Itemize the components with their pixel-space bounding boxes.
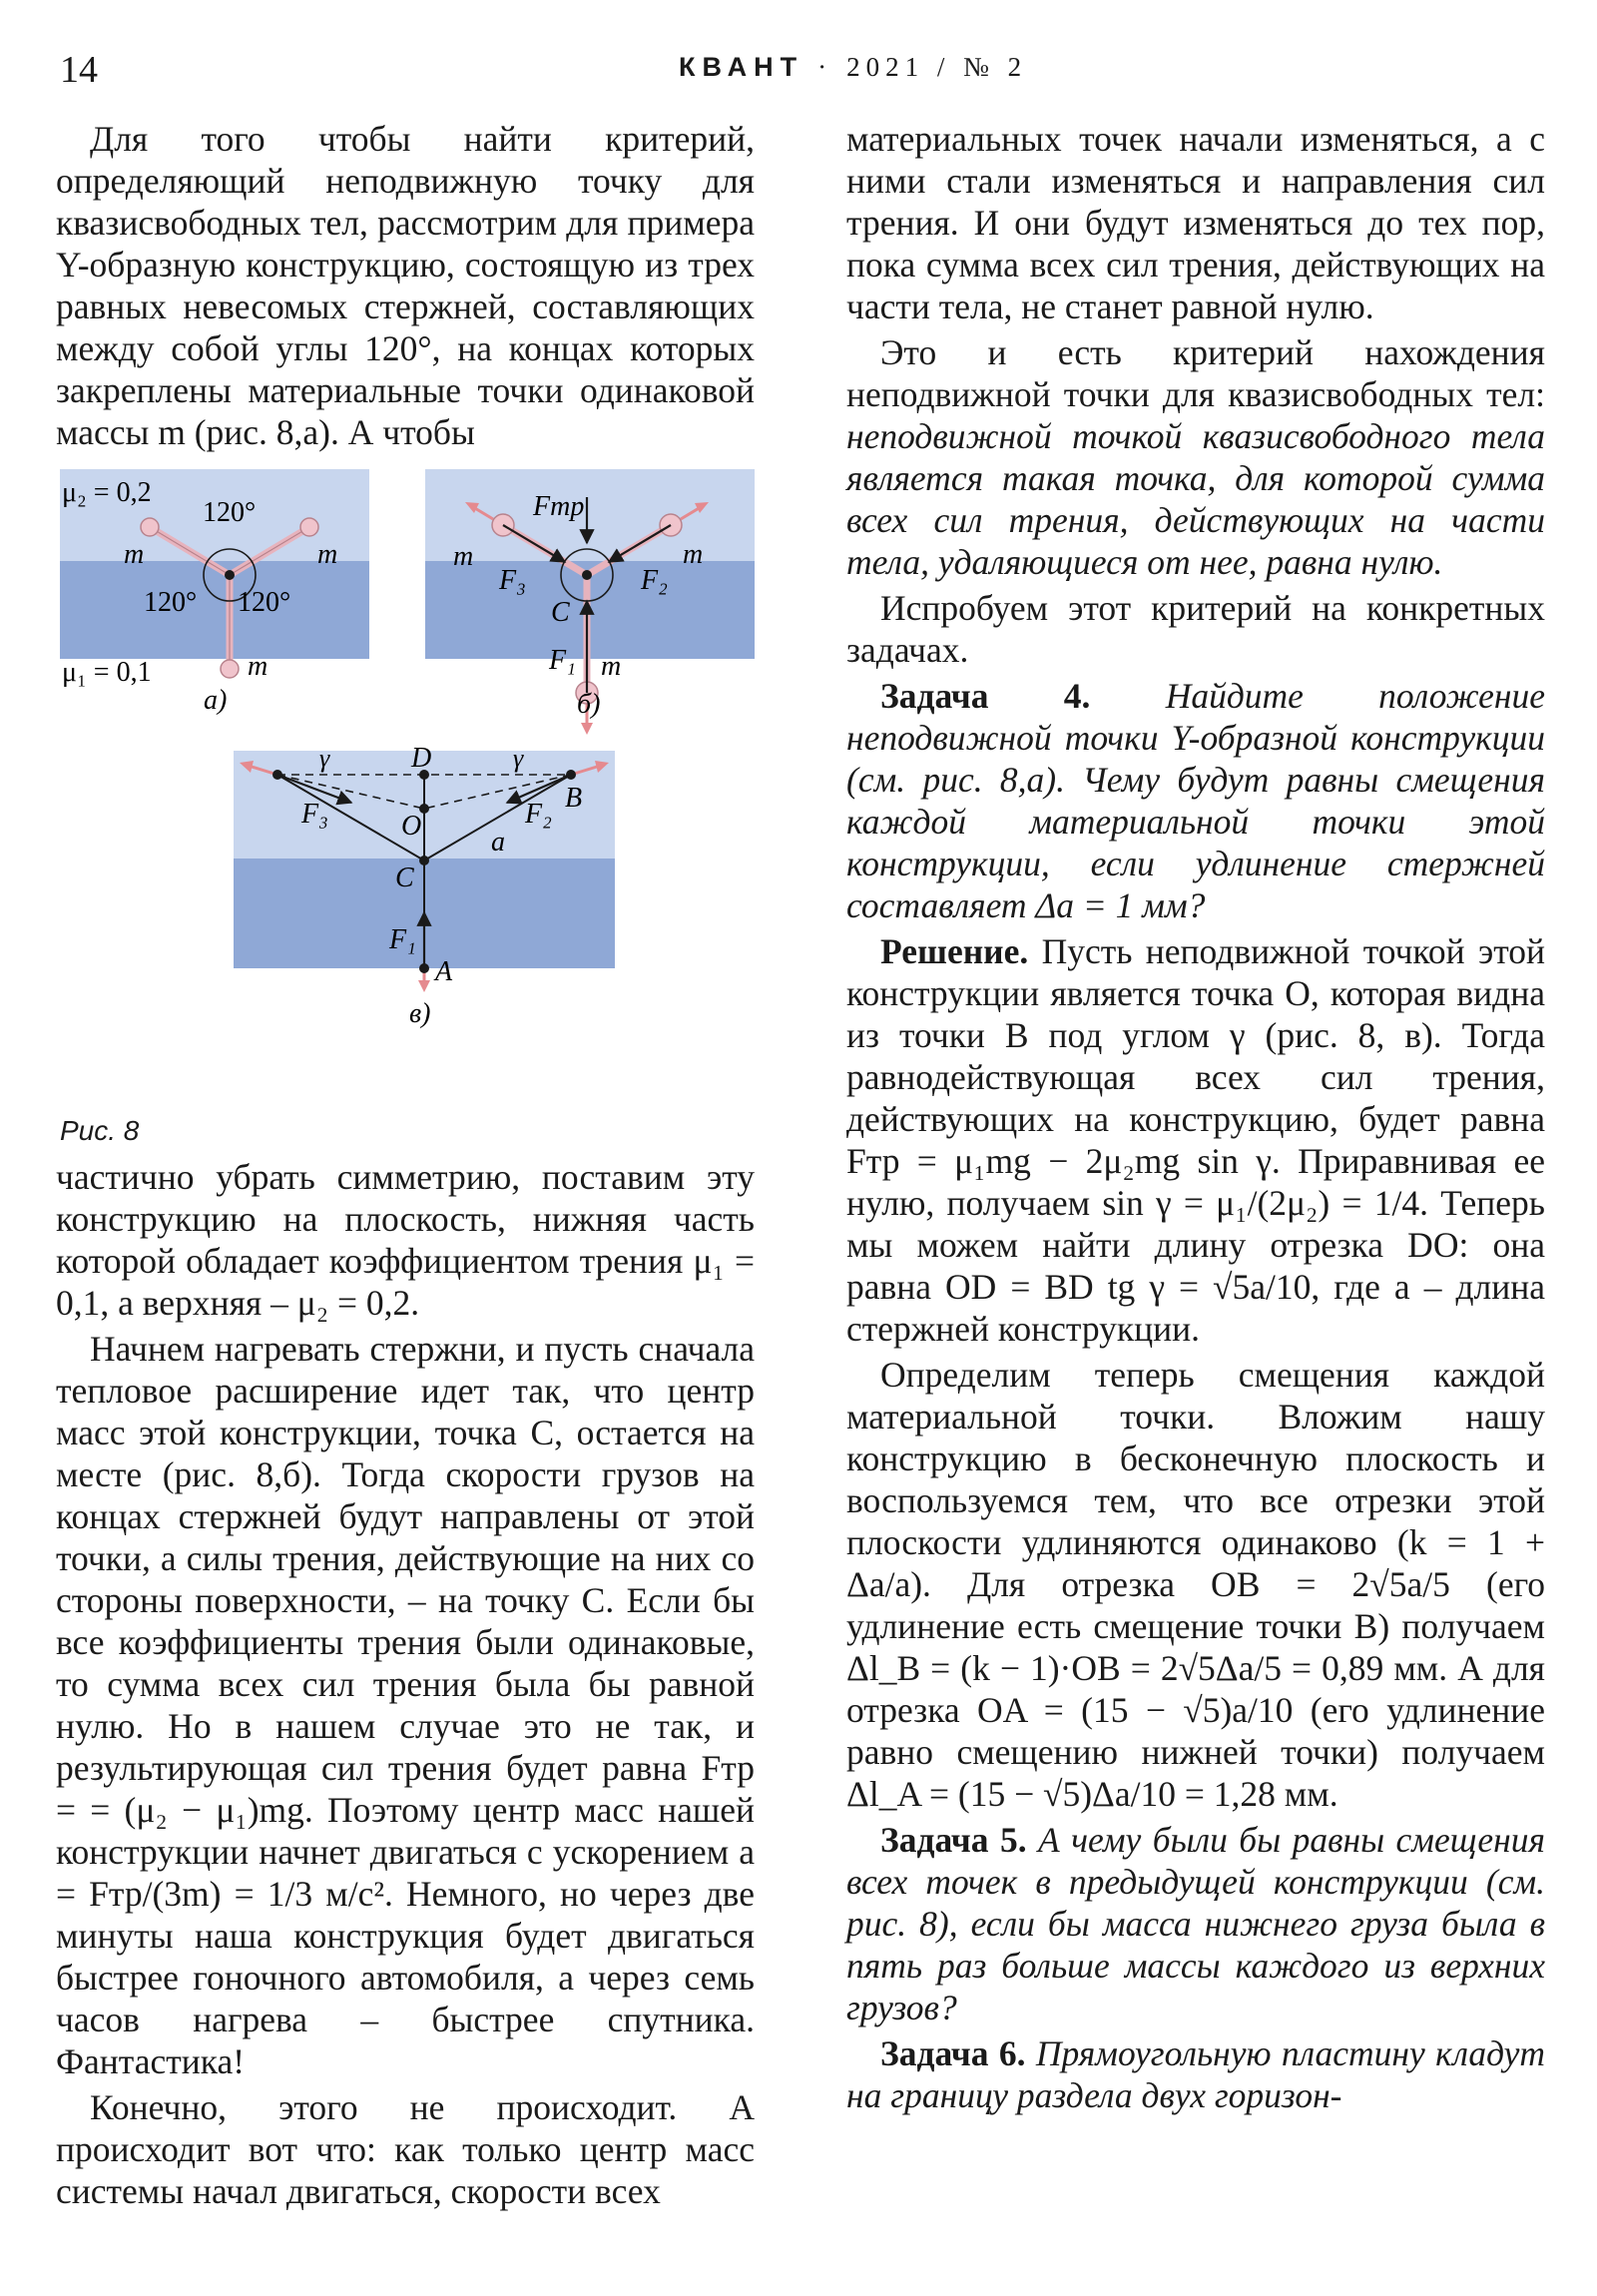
figure-8-drawing xyxy=(56,461,755,1150)
task-5-label: Задача 5. xyxy=(880,1820,1027,1860)
left-paragraph-2: частично убрать симметрию, поставим эту конструкцию на плоскость, нижняя часть которой обладает коэффициентом трения μ₁ = 0,1, а верхняя – μ₂ = 0,2. xyxy=(56,1157,755,1323)
panel-v-velocity-bottom xyxy=(418,980,430,992)
panel-a-mass-label-left: m xyxy=(124,539,145,570)
panel-v-f1-label: F₁ xyxy=(389,924,416,955)
right-paragraph-3: Испробуем этот критерий на конкретных задачах. xyxy=(846,588,1545,670)
right-paragraph-2 xyxy=(846,331,1545,583)
panel-v-b-label: B xyxy=(565,783,583,814)
right-paragraph-1: материальных точек начали изменяться, а с ними стали изменяться и направления сил трения. И они будут изменяться до тех пор, пока сумма всех сил трения, действующих на части тела, не станет равной нулю. xyxy=(846,119,1545,326)
panel-v-o-label: O xyxy=(401,811,422,842)
panel-a-lower-zone xyxy=(60,561,369,659)
task-5-text: А чему были бы равны смещения всех точек в предыдущей конструкции (см. рис. 8), если бы масса нижнего груза была в пять раз больше массы каждого из верхних грузов? xyxy=(846,1820,1546,2027)
solution xyxy=(846,930,1545,1350)
panel-b-mass-label-right: m xyxy=(683,539,704,570)
solution-label: Решение. xyxy=(880,931,1029,971)
task-5 xyxy=(846,1819,1545,2028)
panel-a-mass-left xyxy=(141,518,159,536)
panel-b xyxy=(425,469,755,735)
panel-v-c-label: C xyxy=(395,862,414,893)
panel-b-f2-label: F₂ xyxy=(641,565,668,596)
panel-a-center-point xyxy=(225,570,235,580)
task-6 xyxy=(846,2032,1545,2116)
criterion-intro: Это и есть критерий нахождения неподвижной точки для квазисвободных тел: xyxy=(846,332,1545,414)
task-4 xyxy=(846,675,1545,926)
panel-v-point-a xyxy=(419,963,429,973)
panel-v-a-point-label: A xyxy=(435,956,453,987)
panel-a xyxy=(60,469,369,716)
panel-b-center-point xyxy=(582,570,592,580)
figure-8 xyxy=(56,461,755,1150)
figure-caption: Рис. 8 xyxy=(60,1115,140,1146)
panel-b-caption: б) xyxy=(577,689,601,720)
page-number: 14 xyxy=(60,49,98,91)
panel-v-point-left xyxy=(272,770,282,780)
left-column xyxy=(56,118,755,2212)
panel-a-mass-label-bottom: m xyxy=(248,651,268,682)
header-separator: · xyxy=(817,52,833,82)
panel-v-point-c xyxy=(419,856,429,865)
panel-b-f3-label: F₃ xyxy=(499,565,526,596)
task-4-text: Найдите положение неподвижной точки Y-образной конструкции (см. рис. 8,а). Чему будут равны смещения каждой материальной точки этой конструкции, если удлинение стержней составляет Δa = 1 мм? xyxy=(846,676,1546,925)
panel-a-mass-label-right: m xyxy=(317,539,338,570)
panel-b-mass-label-bottom: m xyxy=(601,651,622,682)
left-paragraph-4: Конечно, этого не происходит. А происходит вот что: как только центр масс системы начал двигаться, скорости всех xyxy=(56,2087,755,2211)
right-column xyxy=(846,118,1545,2116)
solution-text: Пусть неподвижной точкой этой конструкции является точка O, которая видна из точки B под углом γ (рис. 8, в). Тогда равнодействующая всех сил трения, действующих на конструкцию, будет равна Fтр = μ₁mg − 2μ₂mg sin γ. Приравнивая ее нулю, получаем sin γ = μ₁/(2μ₂) = 1/4. Теперь мы можем найти длину отрезка DO: она равна OD = BD tg γ = √5a/10, где a – длина стержней конструкции. xyxy=(846,931,1545,1349)
panel-v-f3-label: F₃ xyxy=(301,799,328,830)
running-head xyxy=(679,52,1027,83)
task-4-label: Задача 4. xyxy=(880,676,1091,716)
panel-b-ftr-label: Fтр xyxy=(533,491,585,522)
panel-v-d-label: D xyxy=(411,743,432,774)
panel-b-mass-label-left: m xyxy=(453,541,474,572)
panel-a-angle-top: 120° xyxy=(203,497,257,528)
left-paragraph-3: Начнем нагревать стержни, и пусть сначала тепловое расширение идет так, что центр масс этой конструкции, точка C, остается на месте (рис. 8,б). Тогда скорости грузов на концах стержней будут направлены от этой точки, а силы трения, действующие на них со стороны поверхности, – на точку C. Если бы все коэффициенты трения были одинаковые, то сумма всех сил трения была бы равной нулю. Но в нашем случае это не так, и результирующая сил трения будет равна Fтр = = (μ₂ − μ₁)mg. Поэтому центр масс нашей конструкции начнет двигаться с ускорением a = Fтр/(3m) = 1/3 м/с². Немного, но через две минуты наша конструкция будет двигаться быстрее гоночного автомобиля, а через семь часов нагрева – быстрее спутника. Фантастика! xyxy=(56,1329,755,2081)
issue-number: 2021 / № 2 xyxy=(846,52,1028,82)
task-6-text: Прямоугольную пластину кладут на границу раздела двух горизон- xyxy=(846,2033,1545,2115)
panel-a-mu1-label: μ₁ = 0,1 xyxy=(62,657,152,688)
panel-v-caption: в) xyxy=(409,998,431,1029)
panel-b-upper-zone xyxy=(425,469,755,561)
panel-a-mass-bottom xyxy=(221,660,239,678)
panel-b-f1-label: F₁ xyxy=(549,645,576,676)
panel-v-point-b xyxy=(566,770,576,780)
panel-a-angle-right: 120° xyxy=(238,587,291,618)
panel-a-angle-left: 120° xyxy=(144,587,198,618)
panel-a-mu2-label: μ₂ = 0,2 xyxy=(62,477,152,508)
left-paragraph-1: Для того чтобы найти критерий, определяющий неподвижную точку для квазисвободных тел, рассмотрим для примера Y-образную конструкцию, состоящую из трех равных невесомых стержней, составляющих между собой углы 120°, на концах которых закреплены материальные точки одинаковой массы m (рис. 8,а). А чтобы xyxy=(56,119,755,452)
panel-a-caption: а) xyxy=(204,685,228,716)
panel-b-c-label: C xyxy=(551,597,570,628)
panel-v-gamma-right: γ xyxy=(513,744,524,773)
panel-v-f2-label: F₂ xyxy=(525,799,552,830)
task-6-label: Задача 6. xyxy=(880,2033,1026,2073)
page-header xyxy=(60,38,1537,98)
panel-v-gamma-left: γ xyxy=(319,744,330,773)
criterion-statement: неподвижной точкой квазисвободного тела является такая точка, для которой сумма всех сил трения, действующих на части тела, удаляющиеся от нее, равна нулю. xyxy=(846,416,1545,582)
right-paragraph-5: Определим теперь смещения каждой материальной точки. Вложим нашу конструкцию в бесконечную плоскость и воспользуемся тем, что все отрезки этой плоскости удлиняются одинаково (k = 1 + Δa/a). Для отрезка OB = 2√5a/5 (его удлинение есть смещение точки B) получаем Δl_B = (k − 1)·OB = 2√5Δa/5 = 0,89 мм. А для отрезка OA = (15 − √5)a/10 (его удлинение равно смещению нижней точки) получаем Δl_A = (15 − √5)Δa/10 = 1,28 мм. xyxy=(846,1355,1545,1814)
journal-name: КВАНТ xyxy=(679,52,804,82)
panel-a-mass-right xyxy=(300,518,318,536)
panel-v xyxy=(234,743,615,1029)
panel-v-a-rod-label: a xyxy=(491,827,505,858)
